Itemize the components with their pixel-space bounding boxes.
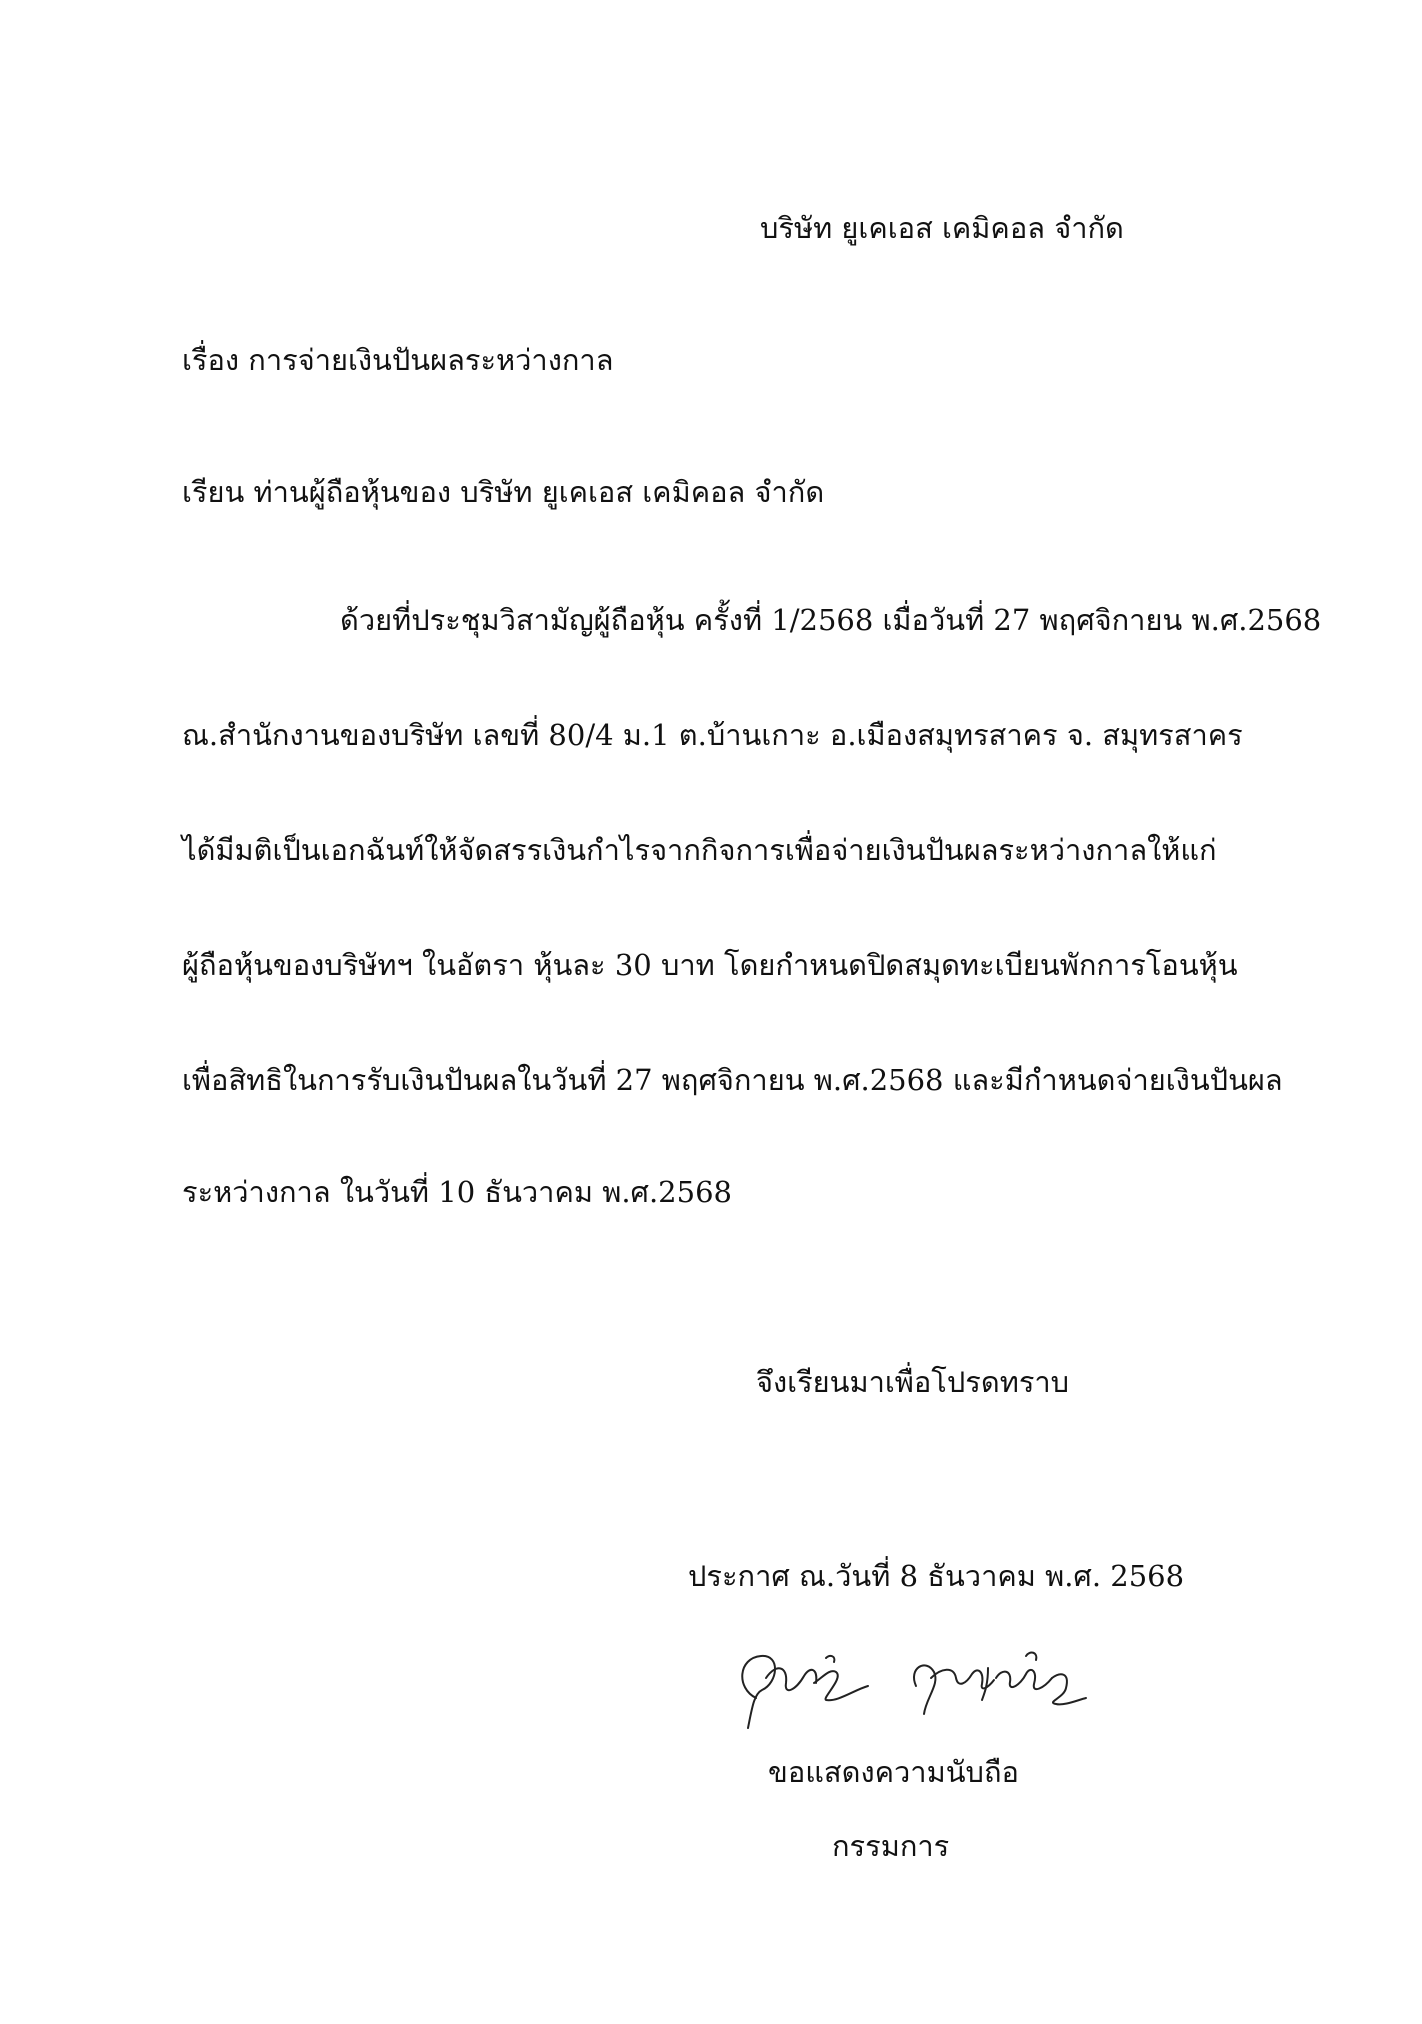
body-line: ได้มีมติเป็นเอกฉันท์ให้จัดสรรเงินกำไรจากกิจการเพื่อจ่ายเงินปันผลระหว่างกาลให้แก่ bbox=[182, 833, 1217, 867]
handwritten-signature bbox=[726, 1628, 1096, 1738]
body-line: ระหว่างกาล ในวันที่ 10 ธันวาคม พ.ศ.2568 bbox=[182, 1175, 732, 1209]
company-name-header: บริษัท ยูเคเอส เคมิคอล จำกัด bbox=[760, 211, 1124, 245]
signer-title: กรรมการ bbox=[832, 1829, 950, 1863]
body-line: เพื่อสิทธิในการรับเงินปันผลในวันที่ 27 พฤศจิกายน พ.ศ.2568 และมีกำหนดจ่ายเงินปันผล bbox=[182, 1063, 1283, 1097]
salutation-line: เรียน ท่านผู้ถือหุ้นของ บริษัท ยูเคเอส เคมิคอล จำกัด bbox=[182, 475, 825, 509]
body-line: ณ.สำนักงานของบริษัท เลขที่ 80/4 ม.1 ต.บ้านเกาะ อ.เมืองสมุทรสาคร จ. สมุทรสาคร bbox=[182, 718, 1243, 752]
closing-line: จึงเรียนมาเพื่อโปรดทราบ bbox=[756, 1365, 1070, 1399]
announcement-date: ประกาศ ณ.วันที่ 8 ธันวาคม พ.ศ. 2568 bbox=[688, 1559, 1185, 1593]
subject-line: เรื่อง การจ่ายเงินปันผลระหว่างกาล bbox=[182, 343, 614, 377]
body-line: ด้วยที่ประชุมวิสามัญผู้ถือหุ้น ครั้งที่ 1/2568 เมื่อวันที่ 27 พฤศจิกายน พ.ศ.2568 bbox=[340, 603, 1322, 637]
regards-line: ขอแสดงความนับถือ bbox=[768, 1755, 1019, 1789]
body-line: ผู้ถือหุ้นของบริษัทฯ ในอัตรา หุ้นละ 30 บาท โดยกำหนดปิดสมุดทะเบียนพักการโอนหุ้น bbox=[182, 948, 1238, 982]
